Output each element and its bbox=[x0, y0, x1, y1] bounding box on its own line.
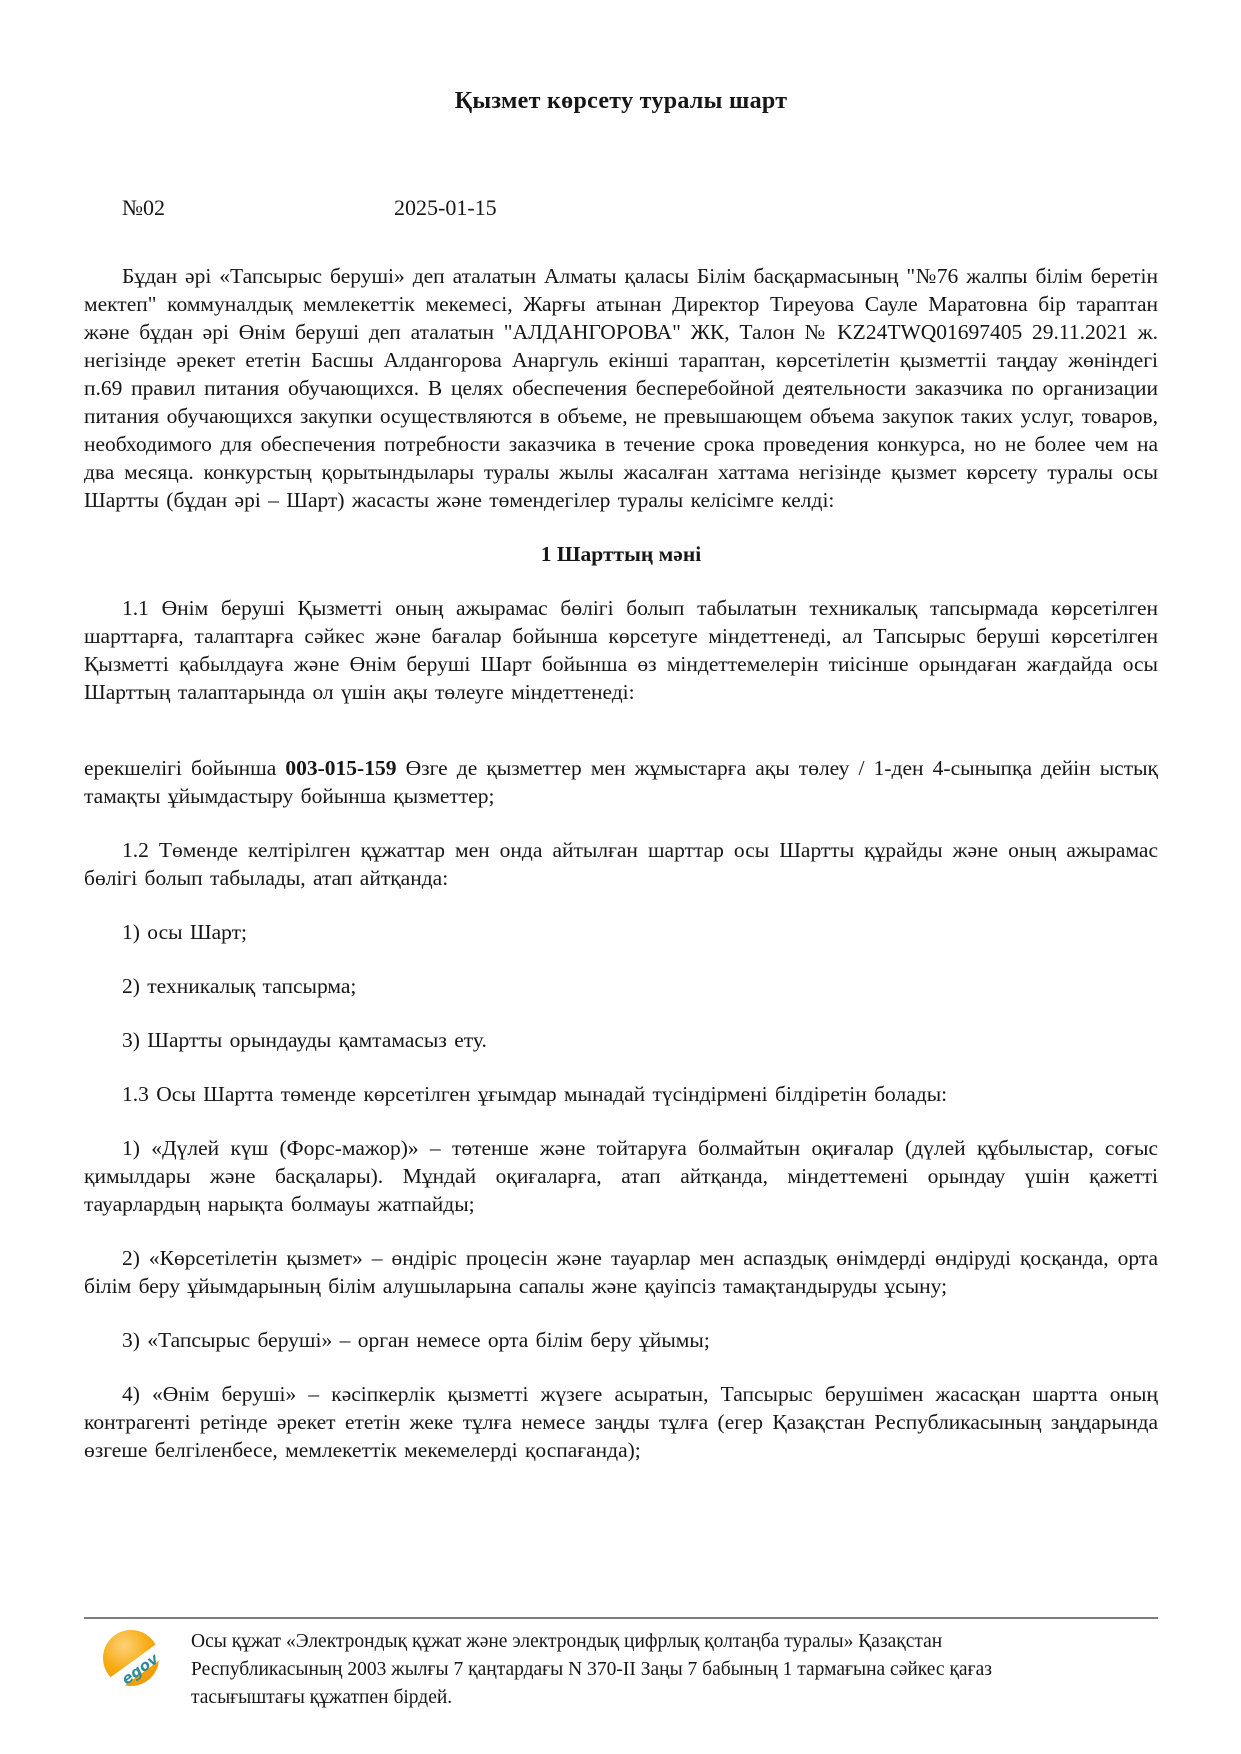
footer-divider bbox=[84, 1617, 1158, 1619]
document-content bbox=[84, 0, 1158, 1464]
footer-legal-text bbox=[191, 1628, 992, 1712]
contract-component-item: 1) осы Шарт; bbox=[122, 920, 248, 944]
document-date: 2025-01-15 bbox=[394, 195, 497, 220]
document-meta-row bbox=[84, 194, 1158, 222]
section-1-heading: 1 Шарттың мәні bbox=[540, 542, 702, 566]
contract-component-item: 3) Шартты орындауды қамтамасыз ету. bbox=[122, 1028, 487, 1052]
footer bbox=[103, 1628, 992, 1712]
footer-legal-line: Республикасының 2003 жылғы 7 қаңтардағы N 370-II Заңы 7 бабының 1 тармағына сәйкес қағаз bbox=[191, 1659, 992, 1680]
definition-item: 3) «Тапсырыс беруші» – орган немесе орта білім беру ұйымы; bbox=[122, 1328, 710, 1352]
document-number: №02 bbox=[122, 195, 165, 220]
specificity-suffix: Өзге де қызметтер мен жұмыстарға ақы төлеу / 1-ден 4-сыныпқа дейін ыстық тамақты ұйымдастыру бойынша қызметтер; bbox=[84, 756, 1159, 808]
intro-paragraph: Бұдан әрі «Тапсырыс беруші» деп аталатын Алматы қаласы Білім басқармасының "№76 жалпы білім беретін мектеп" коммуналдық мемлекеттік мекемесі, Жарғы атынан Директор Тиреуова Сауле Маратовна бір тараптан және бұдан әрі Өнім беруші деп аталатын "АЛДАНГОРОВА" ЖК, Талон № KZ24TWQ01697405 29.11.2021 ж. негізінде әрекет ететін Басшы Алдангорова Анаргуль екінші тараптан, көрсетілетін қызметтіі таңдау жөніндегі п.69 правил питания обучающихся. В целях обеспечения бесперебойной деятельности заказчика по организации питания обучающихся закупки осуществляются в объеме, не превышающем объема закупок таких услуг, товаров, необходимого для обеспечения потребности заказчика в течение срока проведения конкурса, но не более чем на два месяца. конкурстың қорытындылары туралы жылы жасалған хаттама негізінде қызмет көрсету туралы осы Шартты (бұдан әрі – Шарт) жасасты және төмендегілер туралы келісімге келді: bbox=[84, 264, 1158, 512]
egov-logo-icon bbox=[103, 1628, 161, 1688]
clause-1-2-paragraph: 1.2 Төменде келтірілген құжаттар мен онда айтылған шарттар осы Шартты құрайды және оның ажырамас бөлігі болып табылады, атап айтқанда: bbox=[84, 838, 1158, 890]
footer-legal-line: Осы құжат «Электрондық құжат және электрондық цифрлық қолтаңба туралы» Қазақстан bbox=[191, 1631, 943, 1652]
specificity-prefix: ерекшелігі бойынша bbox=[84, 756, 286, 780]
definition-item: 1) «Дүлей күш (Форс-мажор)» – төтенше және тойтаруға болмайтын оқиғалар (дүлей құбылыстар, соғыс қимылдары және басқалары). Мұндай оқиғаларға, атап айтқанда, міндеттемені орындау үшін қажетті тауарлардың нарықта болмауы жатпайды; bbox=[84, 1136, 1158, 1216]
definition-item: 2) «Көрсетілетін қызмет» – өндіріс процесін және тауарлар мен аспаздық өнімдерді өндіруді қосқанда, орта білім беру ұйымдарының білім алушыларына сапалы және қауіпсіз тамақтандыруды ұсыну; bbox=[84, 1246, 1158, 1298]
clause-1-1-paragraph: 1.1 Өнім беруші Қызметті оның ажырамас бөлігі болып табылатын техникалық тапсырмада көрсетілген шарттарға, талаптарға сәйкес және бағалар бойынша көрсетуге міндеттенеді, ал Тапсырыс беруші көрсетілген Қызметті қабылдауға және Өнім беруші Шарт бойынша өз міндеттемелерін тиісінше орындаған жағдайда осы Шарттың талаптарында ол үшін ақы төлеуге міндеттенеді: bbox=[84, 596, 1158, 704]
egov-logo-word: egov bbox=[118, 1649, 162, 1689]
service-specificity-paragraph bbox=[84, 754, 1158, 810]
document-title: Қызмет көрсету туралы шарт bbox=[454, 88, 788, 114]
definition-item: 4) «Өнім беруші» – кәсіпкерлік қызметті жүзеге асыратын, Тапсырыс берушімен жасасқан шартта оның контрагенті ретінде әрекет ететін жеке тұлға немесе заңды тұлға (егер Қазақстан Республикасының заңдарында өзгеше белгіленбесе, мемлекеттік мекемелерді қоспағанда); bbox=[84, 1382, 1158, 1462]
clause-1-3-paragraph: 1.3 Осы Шартта төменде көрсетілген ұғымдар мынадай түсіндірмені білдіретін болады: bbox=[122, 1082, 948, 1106]
contract-component-item: 2) техникалық тапсырма; bbox=[122, 974, 357, 998]
service-code: 003-015-159 bbox=[285, 756, 397, 780]
footer-legal-line: тасығыштағы құжатпен бірдей. bbox=[191, 1687, 453, 1708]
